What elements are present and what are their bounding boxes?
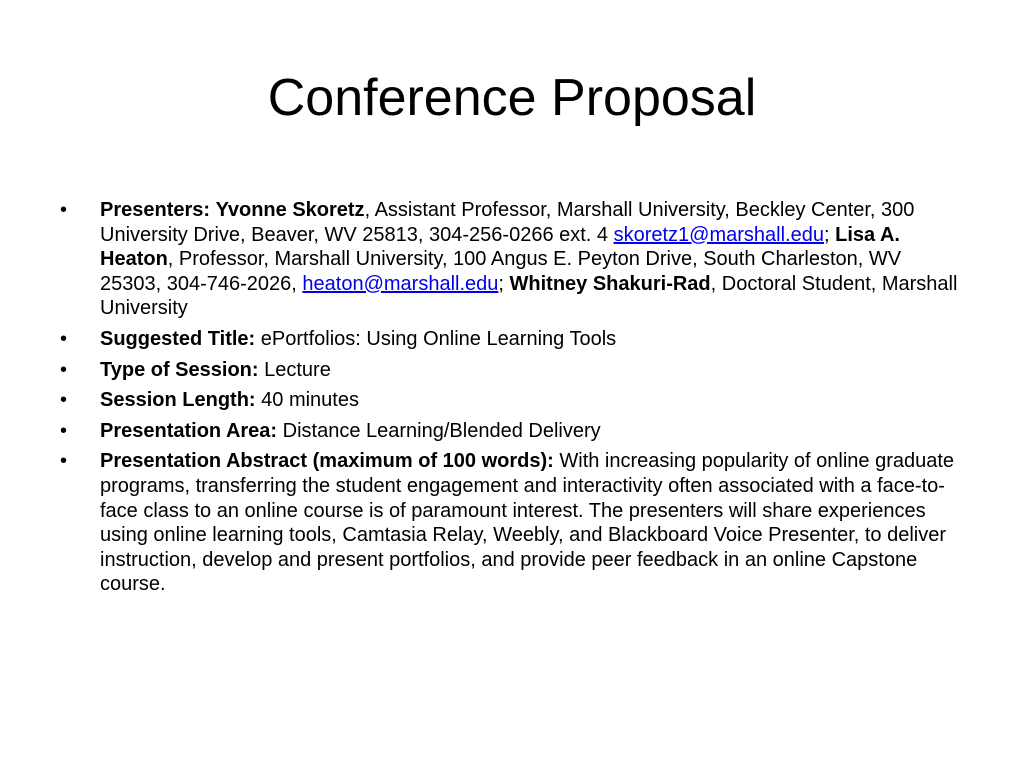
bullet-abstract [60, 449, 960, 597]
bullet-presentation-area [60, 419, 960, 444]
suggested-title-value: ePortfolios: Using Online Learning Tools [255, 327, 617, 350]
presentation-area-value: Distance Learning/Blended Delivery [277, 419, 601, 442]
abstract-value: With increasing popularity of online graduate programs, transferring the student engagement and interactivity often associated with a face-to-face class to an online course is of paramount interest. The presenters will share experiences using online learning tools, Camtasia Relay, Weebly, and Blackboard Voice Presenter, to deliver instruction, develop and present portfolios, and provide peer feedback in an online Capstone course. [100, 450, 955, 596]
abstract-label: Presentation Abstract (maximum of 100 words): [100, 450, 554, 473]
presentation-area-label: Presentation Area: [100, 419, 278, 442]
bullet-dot-icon: • [60, 358, 68, 381]
bullet-dot-icon: • [60, 419, 68, 442]
bullet-presenters [60, 198, 960, 321]
presenter-2-details: , Professor, Marshall University, 100 Angus E. Peyton Drive, South Charleston, WV 25303, 304-746-2026, [100, 248, 902, 295]
slide-title: Conference Proposal [267, 69, 757, 127]
session-type-label: Type of Session: [100, 358, 259, 381]
bullet-dot-icon: • [60, 199, 68, 221]
bullet-session-type [60, 358, 960, 383]
presenters-label: Presenters: [100, 199, 211, 221]
presenter-3-name: Whitney Shakuri-Rad [509, 272, 711, 295]
presenter-1-email-link[interactable]: skoretz1@marshall.edu [613, 223, 824, 246]
presenter-3-details: , Doctoral Student, Marshall University [100, 272, 958, 320]
bullet-suggested-title [60, 327, 960, 352]
session-length-value: 40 minutes [255, 389, 359, 412]
presenter-2-name: Lisa A. Heaton [100, 223, 900, 271]
bullet-dot-icon: • [60, 450, 68, 473]
presenter-separator-1: ; [823, 223, 836, 246]
session-type-value: Lecture [258, 358, 331, 381]
presenter-2-email-link[interactable]: heaton@marshall.edu [302, 272, 499, 295]
presenter-1-details: , Assistant Professor, Marshall University, Beckley Center, 300 University Drive, Beaver, WV 25813, 304-256-0266 ext. 4 [100, 199, 915, 246]
bullet-dot-icon: • [60, 389, 68, 412]
bullet-list [60, 198, 960, 603]
presenter-separator-2: ; [498, 272, 510, 295]
bullet-session-length [60, 388, 960, 413]
session-length-label: Session Length: [100, 389, 256, 412]
suggested-title-label: Suggested Title: [100, 327, 256, 350]
presenter-1-name: Yvonne Skoretz [215, 199, 365, 221]
bullet-dot-icon: • [60, 327, 68, 350]
